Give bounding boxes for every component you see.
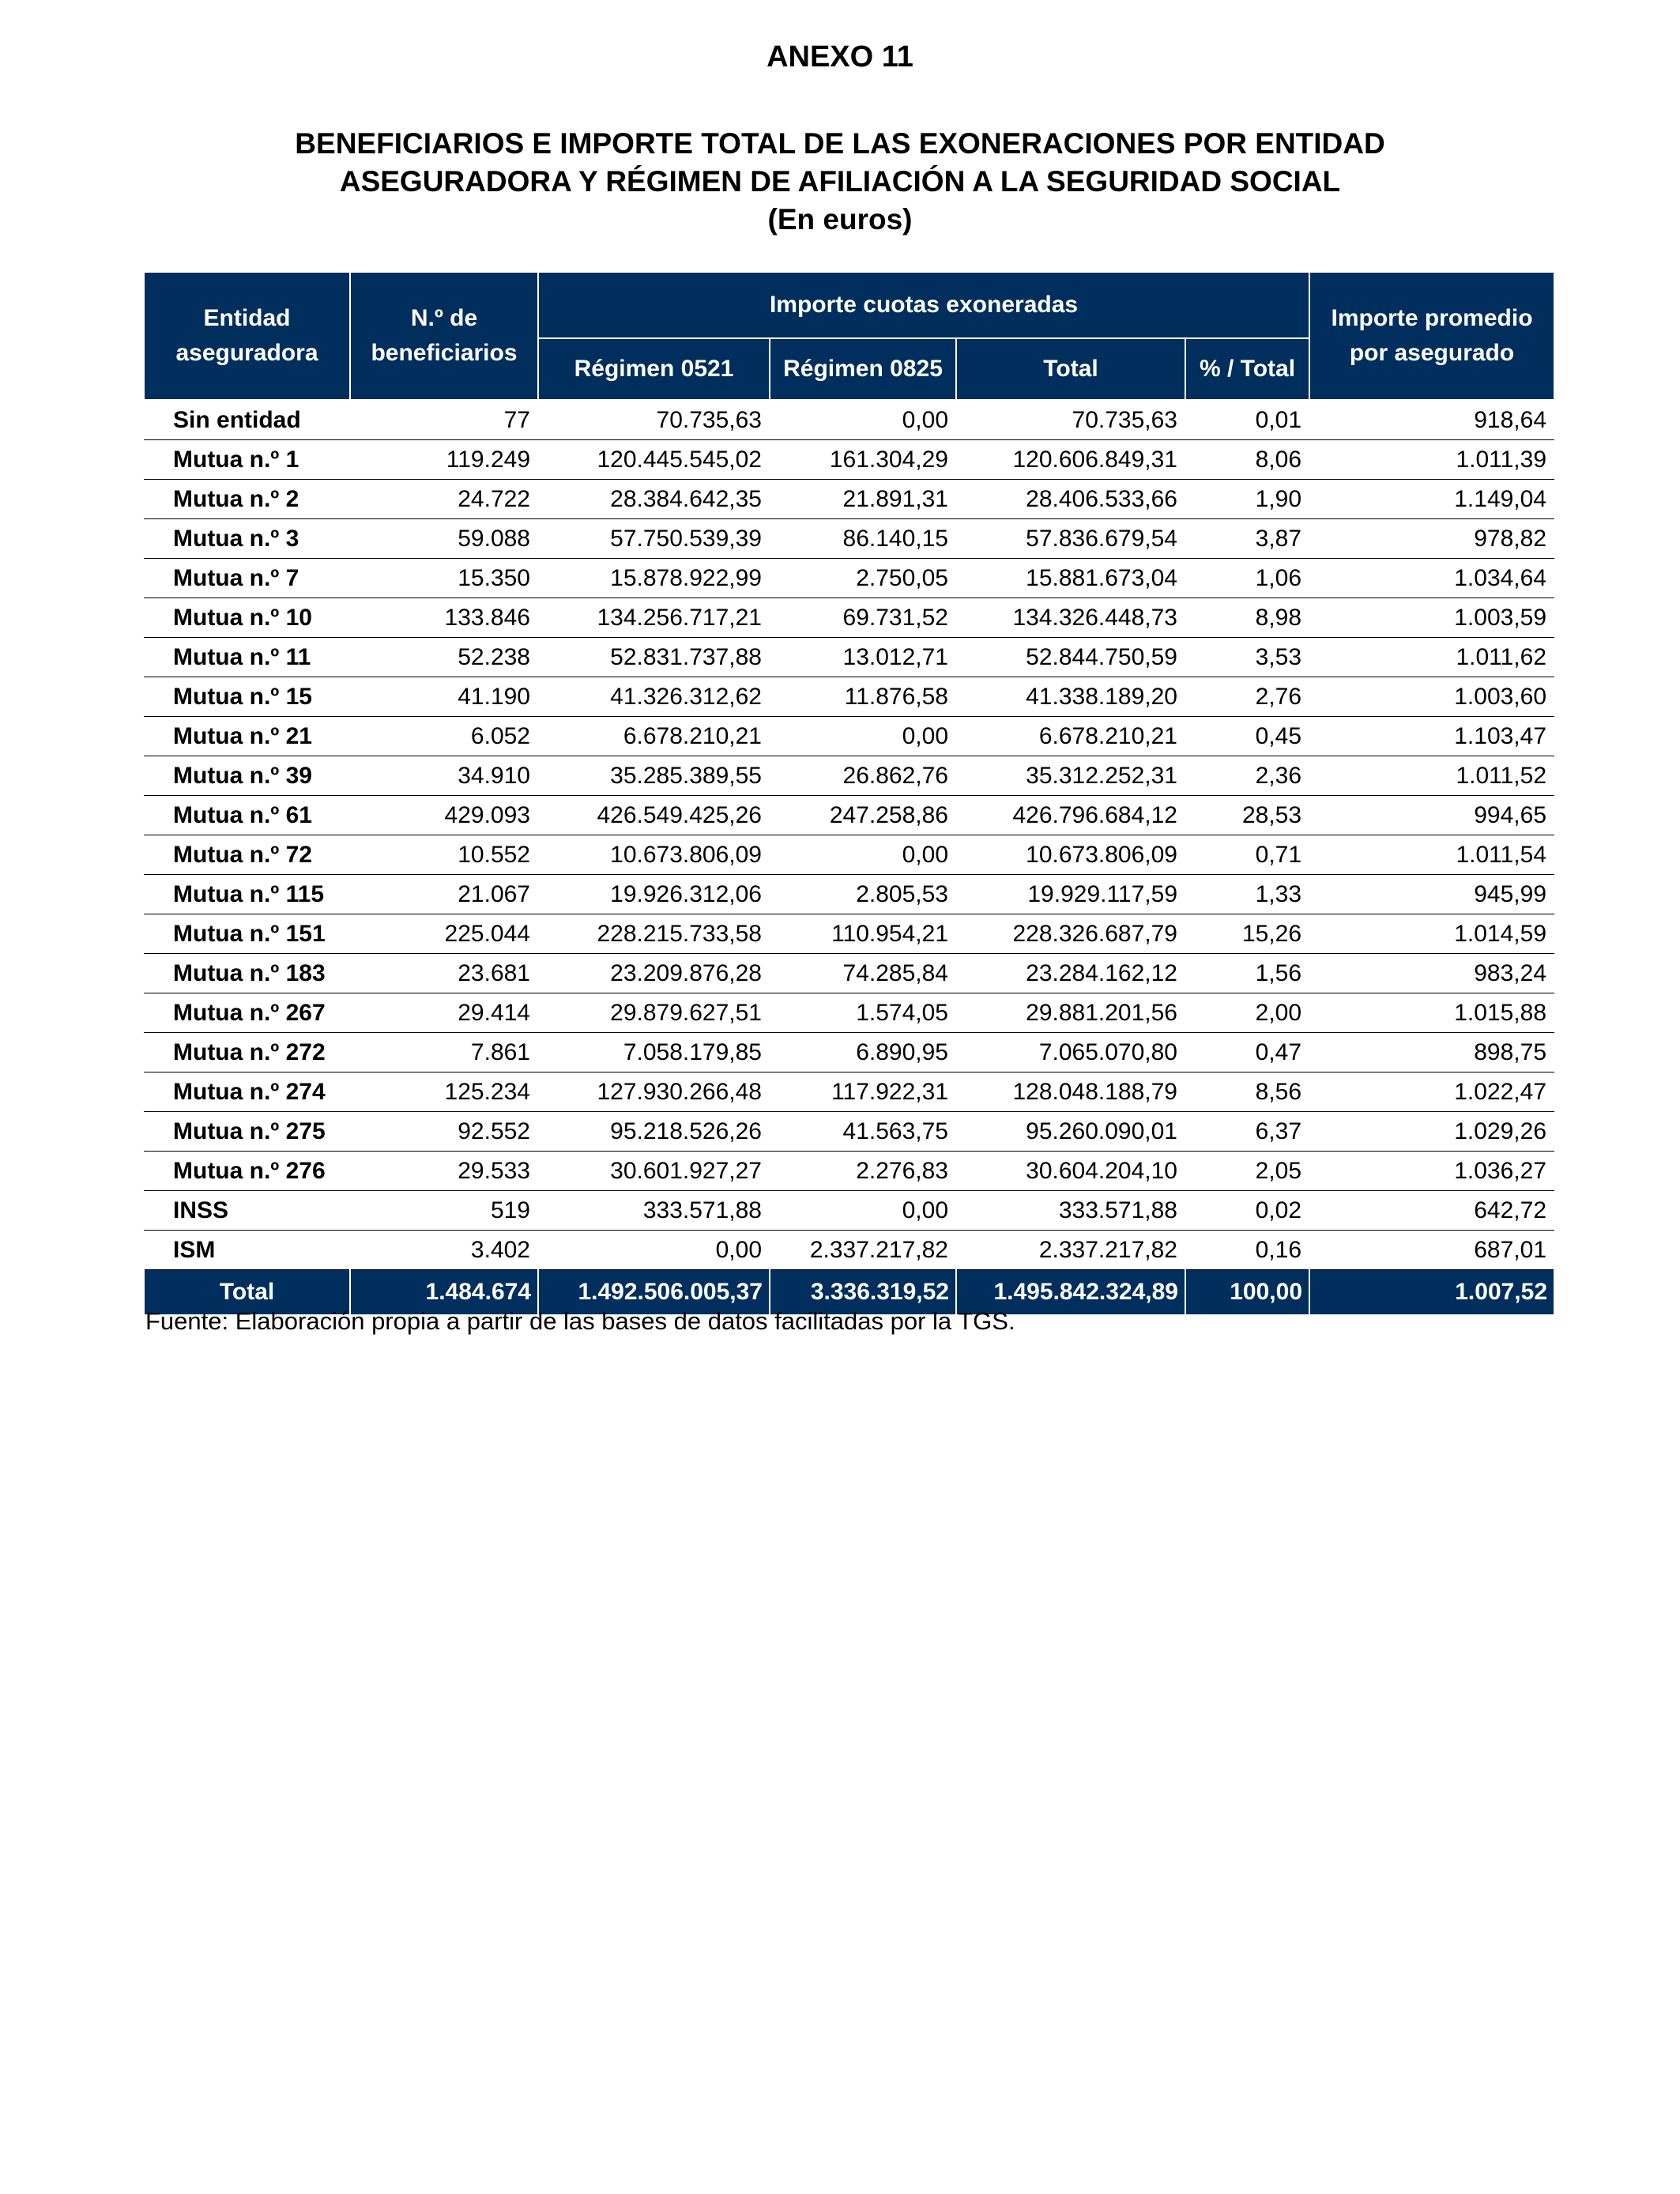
cell-entity: Mutua n.º 21 bbox=[144, 717, 350, 756]
cell-entity: Mutua n.º 275 bbox=[144, 1112, 350, 1152]
cell-regimen-0825: 6.890,95 bbox=[770, 1033, 956, 1072]
title-line-3: (En euros) bbox=[767, 203, 913, 236]
header-regimen-0521: Régimen 0521 bbox=[538, 338, 770, 400]
cell-regimen-0521: 10.673.806,09 bbox=[538, 835, 770, 875]
cell-total: 6.678.210,21 bbox=[956, 717, 1185, 756]
table-row bbox=[144, 717, 1554, 756]
cell-beneficiaries: 225.044 bbox=[350, 914, 538, 954]
cell-regimen-0521: 134.256.717,21 bbox=[538, 598, 770, 638]
cell-beneficiaries: 41.190 bbox=[350, 677, 538, 717]
cell-total: 128.048.188,79 bbox=[956, 1072, 1185, 1112]
annex-label: ANEXO 11 bbox=[767, 40, 913, 74]
cell-regimen-0825: 0,00 bbox=[770, 717, 956, 756]
cell-pct: 0,16 bbox=[1185, 1231, 1309, 1270]
cell-regimen-0825: 86.140,15 bbox=[770, 519, 956, 559]
cell-regimen-0825: 0,00 bbox=[770, 400, 956, 440]
cell-total: 134.326.448,73 bbox=[956, 598, 1185, 638]
cell-regimen-0825: 26.862,76 bbox=[770, 756, 956, 796]
cell-entity: Mutua n.º 183 bbox=[144, 954, 350, 993]
table-header bbox=[144, 272, 1554, 400]
cell-average: 1.011,54 bbox=[1309, 835, 1554, 875]
total-cell-beneficiaries: 1.484.674 bbox=[350, 1270, 538, 1315]
cell-average: 994,65 bbox=[1309, 796, 1554, 835]
table-body bbox=[144, 400, 1554, 1270]
header-average bbox=[1309, 272, 1554, 400]
cell-total: 19.929.117,59 bbox=[956, 875, 1185, 914]
cell-pct: 1,33 bbox=[1185, 875, 1309, 914]
cell-total: 29.881.201,56 bbox=[956, 993, 1185, 1033]
cell-beneficiaries: 119.249 bbox=[350, 440, 538, 480]
exonerations-table bbox=[143, 271, 1555, 1314]
cell-total: 70.735,63 bbox=[956, 400, 1185, 440]
cell-regimen-0825: 41.563,75 bbox=[770, 1112, 956, 1152]
cell-total: 426.796.684,12 bbox=[956, 796, 1185, 835]
cell-pct: 8,06 bbox=[1185, 440, 1309, 480]
cell-regimen-0521: 30.601.927,27 bbox=[538, 1152, 770, 1191]
cell-entity: Mutua n.º 61 bbox=[144, 796, 350, 835]
cell-beneficiaries: 15.350 bbox=[350, 559, 538, 598]
cell-total: 333.571,88 bbox=[956, 1191, 1185, 1231]
cell-regimen-0521: 6.678.210,21 bbox=[538, 717, 770, 756]
cell-total: 7.065.070,80 bbox=[956, 1033, 1185, 1072]
cell-regimen-0825: 161.304,29 bbox=[770, 440, 956, 480]
cell-average: 1.036,27 bbox=[1309, 1152, 1554, 1191]
cell-total: 15.881.673,04 bbox=[956, 559, 1185, 598]
cell-regimen-0521: 29.879.627,51 bbox=[538, 993, 770, 1033]
header-regimen-0825: Régimen 0825 bbox=[770, 338, 956, 400]
cell-total: 57.836.679,54 bbox=[956, 519, 1185, 559]
cell-regimen-0825: 0,00 bbox=[770, 835, 956, 875]
cell-regimen-0521: 228.215.733,58 bbox=[538, 914, 770, 954]
cell-total: 52.844.750,59 bbox=[956, 638, 1185, 677]
cell-regimen-0521: 28.384.642,35 bbox=[538, 480, 770, 519]
table-row bbox=[144, 954, 1554, 993]
table-row bbox=[144, 559, 1554, 598]
cell-entity: Mutua n.º 151 bbox=[144, 914, 350, 954]
cell-average: 1.011,62 bbox=[1309, 638, 1554, 677]
cell-regimen-0825: 0,00 bbox=[770, 1191, 956, 1231]
cell-pct: 15,26 bbox=[1185, 914, 1309, 954]
cell-entity: Mutua n.º 115 bbox=[144, 875, 350, 914]
cell-pct: 0,01 bbox=[1185, 400, 1309, 440]
cell-entity: Mutua n.º 2 bbox=[144, 480, 350, 519]
cell-total: 28.406.533,66 bbox=[956, 480, 1185, 519]
header-entity-line2: aseguradora bbox=[175, 340, 318, 366]
cell-beneficiaries: 29.414 bbox=[350, 993, 538, 1033]
header-group-importe: Importe cuotas exoneradas bbox=[538, 272, 1309, 338]
cell-average: 1.003,60 bbox=[1309, 677, 1554, 717]
total-cell-entity: Total bbox=[144, 1270, 350, 1315]
cell-pct: 2,05 bbox=[1185, 1152, 1309, 1191]
cell-regimen-0521: 95.218.526,26 bbox=[538, 1112, 770, 1152]
total-cell-average: 1.007,52 bbox=[1309, 1270, 1554, 1315]
cell-regimen-0521: 35.285.389,55 bbox=[538, 756, 770, 796]
header-average-line2: por asegurado bbox=[1349, 340, 1515, 366]
table-row bbox=[144, 914, 1554, 954]
cell-entity: Mutua n.º 72 bbox=[144, 835, 350, 875]
cell-beneficiaries: 24.722 bbox=[350, 480, 538, 519]
cell-entity: INSS bbox=[144, 1191, 350, 1231]
title-line-1: BENEFICIARIOS E IMPORTE TOTAL DE LAS EXONERACIONES POR ENTIDAD bbox=[295, 127, 1385, 160]
cell-average: 1.015,88 bbox=[1309, 993, 1554, 1033]
cell-regimen-0825: 2.337.217,82 bbox=[770, 1231, 956, 1270]
cell-regimen-0521: 23.209.876,28 bbox=[538, 954, 770, 993]
cell-beneficiaries: 7.861 bbox=[350, 1033, 538, 1072]
cell-total: 41.338.189,20 bbox=[956, 677, 1185, 717]
table-row bbox=[144, 756, 1554, 796]
cell-beneficiaries: 429.093 bbox=[350, 796, 538, 835]
cell-total: 30.604.204,10 bbox=[956, 1152, 1185, 1191]
total-cell-regimen-0521: 1.492.506.005,37 bbox=[538, 1270, 770, 1315]
cell-beneficiaries: 92.552 bbox=[350, 1112, 538, 1152]
cell-entity: Mutua n.º 7 bbox=[144, 559, 350, 598]
cell-regimen-0825: 117.922,31 bbox=[770, 1072, 956, 1112]
cell-entity: Mutua n.º 267 bbox=[144, 993, 350, 1033]
table-row bbox=[144, 677, 1554, 717]
cell-regimen-0521: 7.058.179,85 bbox=[538, 1033, 770, 1072]
cell-beneficiaries: 23.681 bbox=[350, 954, 538, 993]
cell-average: 1.014,59 bbox=[1309, 914, 1554, 954]
table-row bbox=[144, 835, 1554, 875]
cell-average: 898,75 bbox=[1309, 1033, 1554, 1072]
cell-pct: 28,53 bbox=[1185, 796, 1309, 835]
cell-entity: Mutua n.º 10 bbox=[144, 598, 350, 638]
cell-regimen-0825: 1.574,05 bbox=[770, 993, 956, 1033]
cell-pct: 3,53 bbox=[1185, 638, 1309, 677]
cell-average: 1.022,47 bbox=[1309, 1072, 1554, 1112]
table-row bbox=[144, 1072, 1554, 1112]
cell-beneficiaries: 125.234 bbox=[350, 1072, 538, 1112]
cell-regimen-0521: 41.326.312,62 bbox=[538, 677, 770, 717]
cell-beneficiaries: 29.533 bbox=[350, 1152, 538, 1191]
cell-beneficiaries: 133.846 bbox=[350, 598, 538, 638]
source-note: Fuente: Elaboración propia a partir de las bases de datos facilitadas por la TGS. bbox=[145, 1307, 1015, 1335]
cell-average: 1.011,39 bbox=[1309, 440, 1554, 480]
cell-entity: Mutua n.º 15 bbox=[144, 677, 350, 717]
table-row bbox=[144, 796, 1554, 835]
cell-beneficiaries: 10.552 bbox=[350, 835, 538, 875]
cell-regimen-0825: 11.876,58 bbox=[770, 677, 956, 717]
cell-total: 228.326.687,79 bbox=[956, 914, 1185, 954]
cell-pct: 2,36 bbox=[1185, 756, 1309, 796]
cell-regimen-0521: 0,00 bbox=[538, 1231, 770, 1270]
total-cell-total: 1.495.842.324,89 bbox=[956, 1270, 1185, 1315]
cell-total: 2.337.217,82 bbox=[956, 1231, 1185, 1270]
cell-regimen-0521: 120.445.545,02 bbox=[538, 440, 770, 480]
table-row bbox=[144, 1152, 1554, 1191]
cell-average: 978,82 bbox=[1309, 519, 1554, 559]
cell-entity: Mutua n.º 11 bbox=[144, 638, 350, 677]
cell-entity: Mutua n.º 276 bbox=[144, 1152, 350, 1191]
table-row bbox=[144, 440, 1554, 480]
cell-average: 1.011,52 bbox=[1309, 756, 1554, 796]
table-row bbox=[144, 1112, 1554, 1152]
table-row bbox=[144, 400, 1554, 440]
cell-regimen-0825: 2.276,83 bbox=[770, 1152, 956, 1191]
header-entity bbox=[144, 272, 350, 400]
cell-regimen-0521: 57.750.539,39 bbox=[538, 519, 770, 559]
table-row bbox=[144, 875, 1554, 914]
cell-pct: 8,56 bbox=[1185, 1072, 1309, 1112]
cell-beneficiaries: 59.088 bbox=[350, 519, 538, 559]
cell-pct: 0,02 bbox=[1185, 1191, 1309, 1231]
cell-regimen-0521: 127.930.266,48 bbox=[538, 1072, 770, 1112]
table-row bbox=[144, 1033, 1554, 1072]
table-row bbox=[144, 519, 1554, 559]
header-average-line1: Importe promedio bbox=[1331, 305, 1533, 331]
cell-pct: 0,71 bbox=[1185, 835, 1309, 875]
cell-entity: Mutua n.º 274 bbox=[144, 1072, 350, 1112]
cell-average: 945,99 bbox=[1309, 875, 1554, 914]
table-row bbox=[144, 1231, 1554, 1270]
cell-regimen-0825: 21.891,31 bbox=[770, 480, 956, 519]
cell-entity: Mutua n.º 1 bbox=[144, 440, 350, 480]
cell-beneficiaries: 6.052 bbox=[350, 717, 538, 756]
document-title bbox=[0, 125, 1680, 239]
cell-regimen-0521: 15.878.922,99 bbox=[538, 559, 770, 598]
cell-entity: Mutua n.º 3 bbox=[144, 519, 350, 559]
cell-entity: Sin entidad bbox=[144, 400, 350, 440]
cell-beneficiaries: 52.238 bbox=[350, 638, 538, 677]
cell-pct: 6,37 bbox=[1185, 1112, 1309, 1152]
cell-total: 95.260.090,01 bbox=[956, 1112, 1185, 1152]
header-entity-line1: Entidad bbox=[203, 305, 291, 331]
cell-entity: Mutua n.º 39 bbox=[144, 756, 350, 796]
cell-average: 918,64 bbox=[1309, 400, 1554, 440]
cell-beneficiaries: 519 bbox=[350, 1191, 538, 1231]
cell-entity: ISM bbox=[144, 1231, 350, 1270]
cell-average: 983,24 bbox=[1309, 954, 1554, 993]
cell-total: 10.673.806,09 bbox=[956, 835, 1185, 875]
cell-pct: 3,87 bbox=[1185, 519, 1309, 559]
cell-regimen-0521: 70.735,63 bbox=[538, 400, 770, 440]
cell-regimen-0825: 13.012,71 bbox=[770, 638, 956, 677]
cell-total: 23.284.162,12 bbox=[956, 954, 1185, 993]
cell-average: 1.103,47 bbox=[1309, 717, 1554, 756]
header-beneficiaries-line2: beneficiarios bbox=[371, 340, 518, 366]
cell-regimen-0825: 110.954,21 bbox=[770, 914, 956, 954]
cell-beneficiaries: 21.067 bbox=[350, 875, 538, 914]
cell-average: 687,01 bbox=[1309, 1231, 1554, 1270]
cell-regimen-0825: 2.805,53 bbox=[770, 875, 956, 914]
cell-beneficiaries: 3.402 bbox=[350, 1231, 538, 1270]
cell-total: 120.606.849,31 bbox=[956, 440, 1185, 480]
cell-pct: 2,76 bbox=[1185, 677, 1309, 717]
cell-pct: 0,47 bbox=[1185, 1033, 1309, 1072]
cell-regimen-0825: 69.731,52 bbox=[770, 598, 956, 638]
cell-entity: Mutua n.º 272 bbox=[144, 1033, 350, 1072]
cell-regimen-0825: 247.258,86 bbox=[770, 796, 956, 835]
cell-average: 1.029,26 bbox=[1309, 1112, 1554, 1152]
header-total: Total bbox=[956, 338, 1185, 400]
cell-pct: 1,90 bbox=[1185, 480, 1309, 519]
cell-pct: 1,56 bbox=[1185, 954, 1309, 993]
cell-regimen-0825: 2.750,05 bbox=[770, 559, 956, 598]
cell-average: 1.034,64 bbox=[1309, 559, 1554, 598]
table-row bbox=[144, 638, 1554, 677]
table-row bbox=[144, 993, 1554, 1033]
table-row bbox=[144, 1191, 1554, 1231]
cell-pct: 0,45 bbox=[1185, 717, 1309, 756]
cell-average: 1.003,59 bbox=[1309, 598, 1554, 638]
header-beneficiaries-line1: N.º de bbox=[410, 305, 478, 331]
header-pct-total: % / Total bbox=[1185, 338, 1309, 400]
table-row bbox=[144, 598, 1554, 638]
cell-total: 35.312.252,31 bbox=[956, 756, 1185, 796]
cell-regimen-0521: 52.831.737,88 bbox=[538, 638, 770, 677]
cell-average: 642,72 bbox=[1309, 1191, 1554, 1231]
cell-beneficiaries: 34.910 bbox=[350, 756, 538, 796]
cell-pct: 1,06 bbox=[1185, 559, 1309, 598]
header-beneficiaries bbox=[350, 272, 538, 400]
total-cell-pct: 100,00 bbox=[1185, 1270, 1309, 1315]
total-cell-regimen-0825: 3.336.319,52 bbox=[770, 1270, 956, 1315]
cell-average: 1.149,04 bbox=[1309, 480, 1554, 519]
title-line-2: ASEGURADORA Y RÉGIMEN DE AFILIACIÓN A LA SEGURIDAD SOCIAL bbox=[339, 165, 1341, 198]
cell-pct: 8,98 bbox=[1185, 598, 1309, 638]
cell-regimen-0825: 74.285,84 bbox=[770, 954, 956, 993]
table-row bbox=[144, 480, 1554, 519]
cell-beneficiaries: 77 bbox=[350, 400, 538, 440]
cell-regimen-0521: 19.926.312,06 bbox=[538, 875, 770, 914]
cell-regimen-0521: 426.549.425,26 bbox=[538, 796, 770, 835]
cell-pct: 2,00 bbox=[1185, 993, 1309, 1033]
cell-regimen-0521: 333.571,88 bbox=[538, 1191, 770, 1231]
